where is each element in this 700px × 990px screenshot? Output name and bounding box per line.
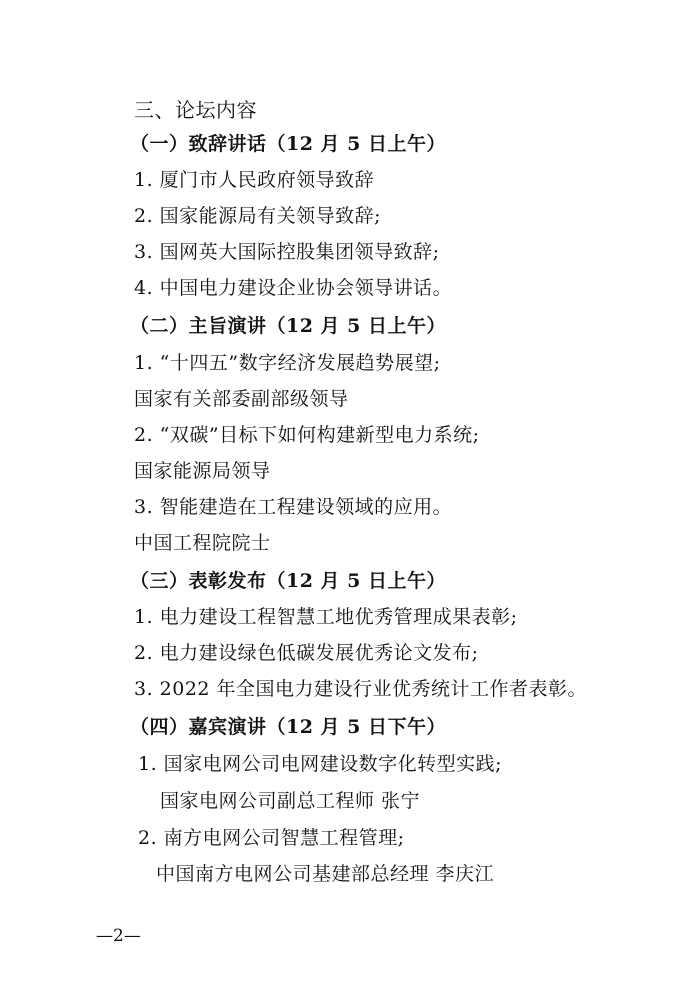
part1-item-3: 3. 国网英大国际控股集团领导致辞; <box>134 241 440 263</box>
part2-item-3-topic: 3. 智能建造在工程建设领域的应用。 <box>134 496 453 518</box>
part4-item-2-topic: 2. 南方电网公司智慧工程管理; <box>138 827 405 849</box>
part3-item-3: 3. 2022 年全国电力建设行业优秀统计工作者表彰。 <box>134 678 588 700</box>
part4-item-1-speaker: 国家电网公司副总工程师 张宁 <box>160 790 421 812</box>
part2-item-2-speaker: 国家能源局领导 <box>134 460 271 482</box>
part1-item-4: 4. 中国电力建设企业协会领导讲话。 <box>134 277 453 299</box>
part3-title: （三）表彰发布（12 月 5 日上午） <box>130 570 447 592</box>
part1-item-2: 2. 国家能源局有关领导致辞; <box>134 205 382 227</box>
part4-item-2-speaker: 中国南方电网公司基建部总经理 李庆江 <box>156 863 495 885</box>
part4-item-1-topic: 1. 国家电网公司电网建设数字化转型实践; <box>138 753 503 775</box>
part2-item-1-speaker: 国家有关部委副部级领导 <box>134 388 349 410</box>
part1-item-1: 1. 厦门市人民政府领导致辞 <box>134 169 375 191</box>
part4-title: （四）嘉宾演讲（12 月 5 日下午） <box>130 716 447 738</box>
part2-item-1-topic: 1. “十四五”数字经济发展趋势展望; <box>134 352 441 374</box>
part2-item-2-topic: 2. “双碳”目标下如何构建新型电力系统; <box>134 424 480 446</box>
part3-item-1: 1. 电力建设工程智慧工地优秀管理成果表彰; <box>134 606 518 628</box>
page-number: —2— <box>96 926 141 946</box>
part1-title: （一）致辞讲话（12 月 5 日上午） <box>130 133 447 155</box>
section-title: 三、论坛内容 <box>134 98 257 122</box>
part2-item-3-speaker: 中国工程院院士 <box>134 532 271 554</box>
part2-title: （二）主旨演讲（12 月 5 日上午） <box>130 315 447 337</box>
part3-item-2: 2. 电力建设绿色低碳发展优秀论文发布; <box>134 642 479 664</box>
